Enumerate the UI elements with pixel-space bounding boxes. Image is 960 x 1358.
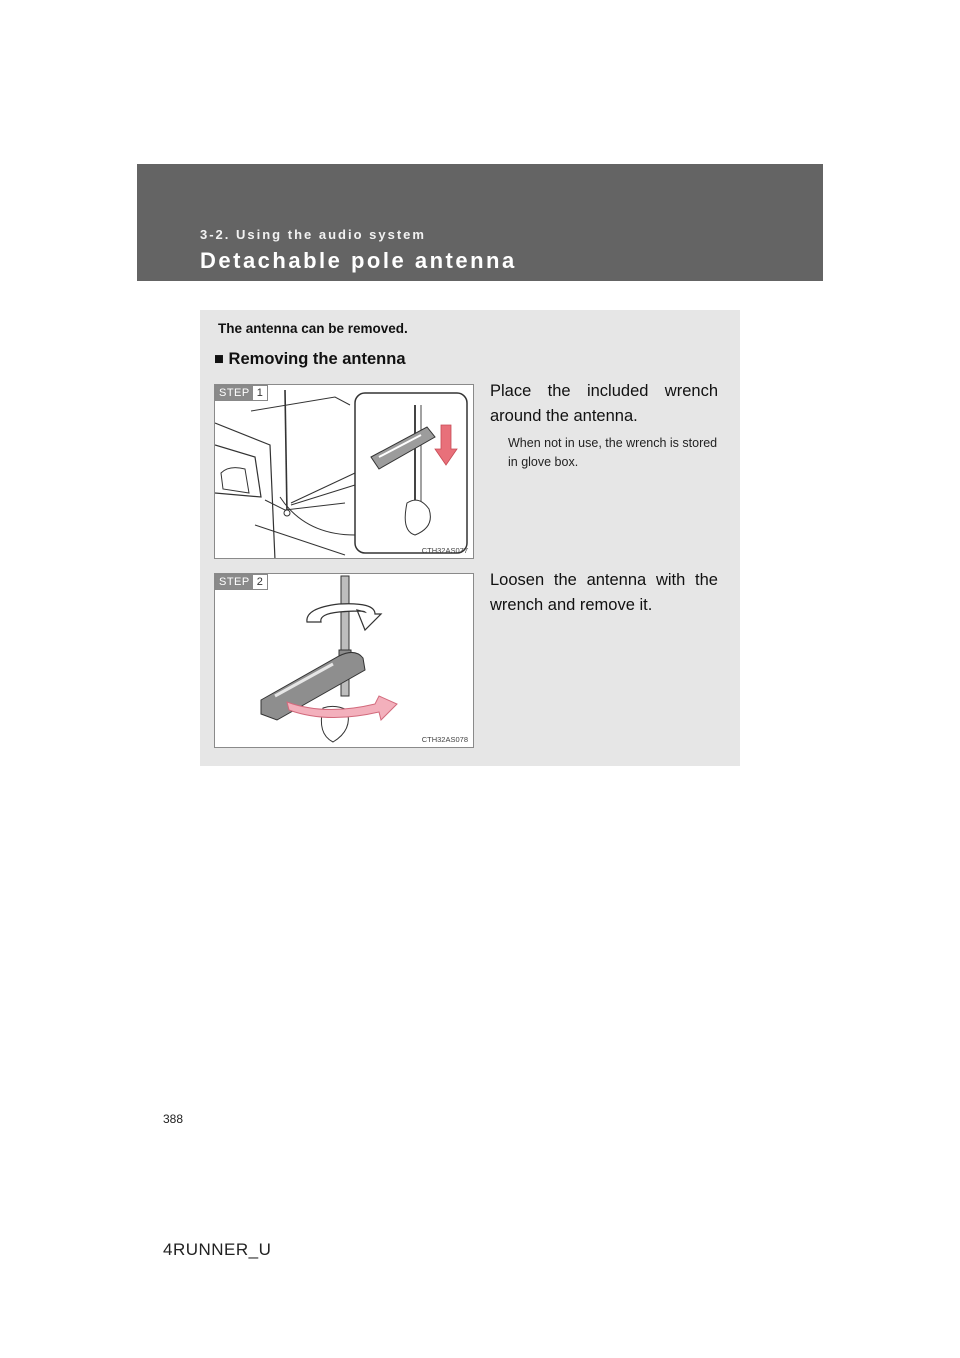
subheading: ■ Removing the antenna — [214, 350, 406, 368]
page-number: 388 — [163, 1112, 184, 1126]
figure-code-1: CTH32AS077 — [421, 546, 468, 555]
step-1-word: STEP — [216, 386, 253, 400]
section-label: 3-2. Using the audio system — [200, 227, 426, 242]
step-1-badge — [215, 385, 268, 401]
step-1-text: Place the included wrench around the antenna. — [490, 382, 718, 425]
figure-step-1 — [214, 384, 474, 559]
step-1-note: When not in use, the wrench is stored in glove box. — [508, 436, 718, 469]
step-1-number: 1 — [256, 387, 263, 399]
antenna-install-illustration — [215, 385, 474, 559]
figure-code-2: CTH32AS078 — [421, 735, 468, 744]
content-box — [200, 310, 740, 766]
footer-model-code: 4RUNNER_U — [163, 1240, 272, 1259]
step-2-text: Loosen the antenna with the wrench and remove it. — [490, 571, 718, 614]
figure-step-2 — [214, 573, 474, 748]
header-bar — [137, 164, 823, 281]
antenna-loosen-illustration — [215, 574, 474, 748]
step-2-badge — [215, 574, 268, 590]
page-heading: Detachable pole antenna — [200, 248, 517, 273]
intro-text: The antenna can be removed. — [218, 321, 408, 336]
step-2-word: STEP — [216, 575, 253, 589]
step-2-number: 2 — [256, 576, 263, 588]
